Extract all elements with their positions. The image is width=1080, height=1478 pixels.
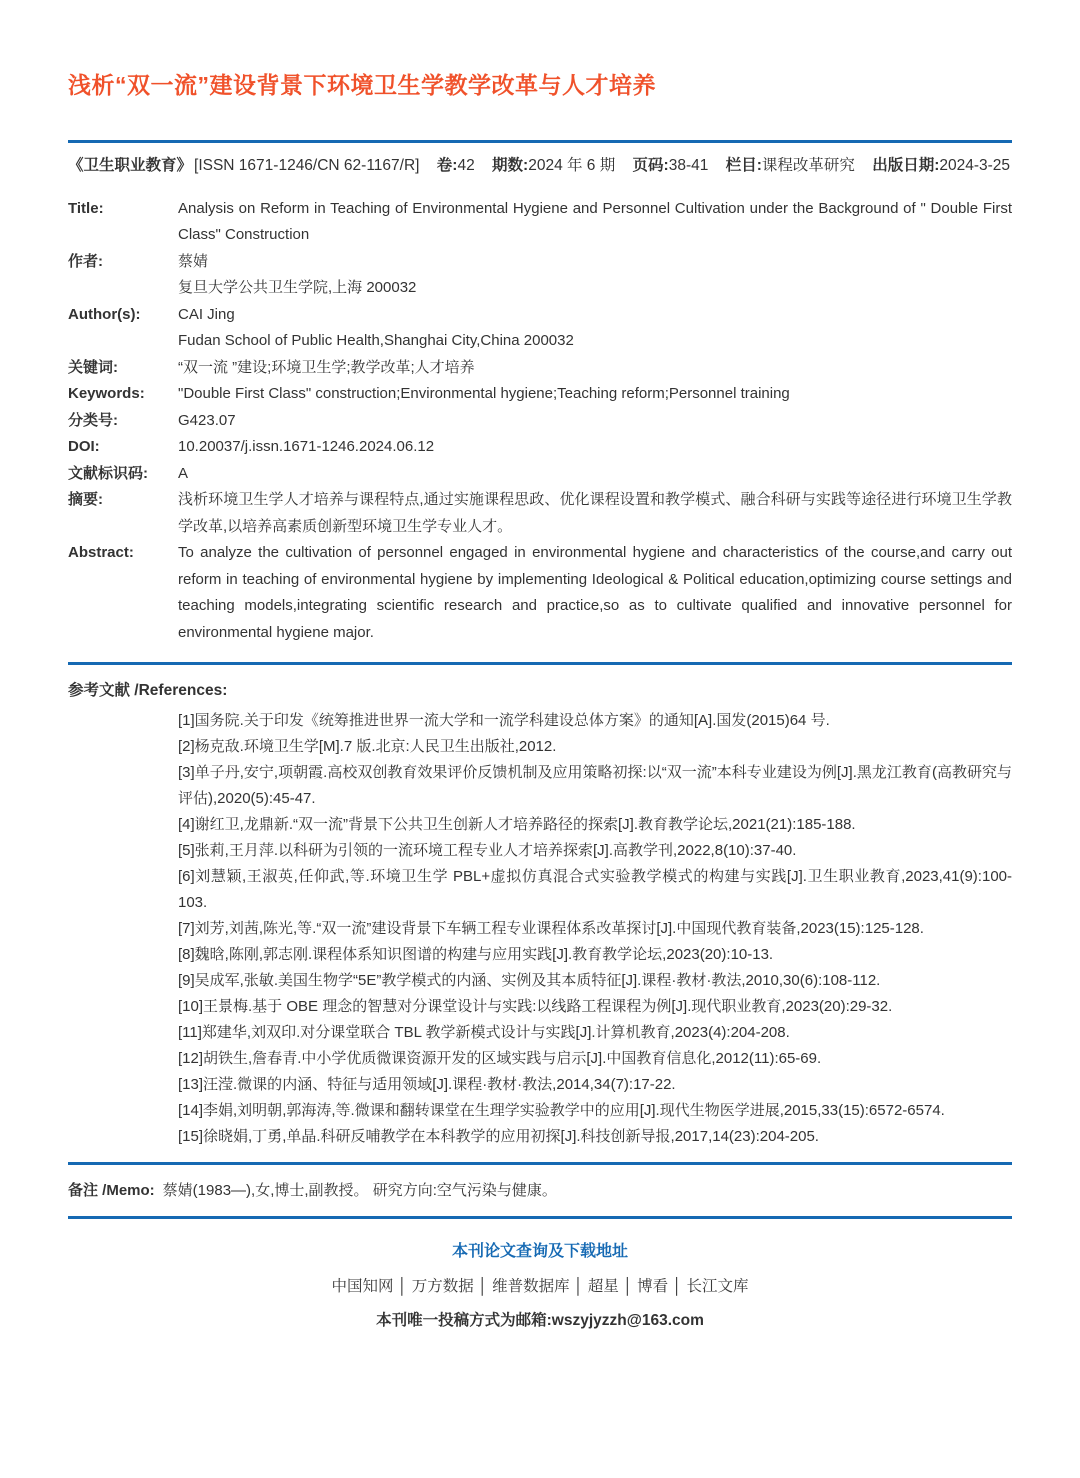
field-label: Author(s):	[68, 305, 141, 323]
references-heading: 参考文献 /References:	[68, 682, 228, 700]
field-label: 分类号:	[68, 411, 118, 429]
field-value: 蔡婧	[178, 252, 209, 270]
meta-row-affiliation-en	[68, 328, 1012, 355]
memo-text: 蔡婧(1983—),女,博士,副教授。 研究方向:空气污染与健康。	[162, 1182, 557, 1200]
field-label: Title:	[68, 199, 104, 217]
memo-label: 备注 /Memo:	[68, 1182, 155, 1200]
journal-field-column: 栏目:课程改革研究	[725, 156, 855, 174]
field-label: 关键词:	[68, 358, 118, 376]
reference-item: [8]魏晗,陈刚,郭志刚.课程体系知识图谱的构建与应用实践[J].教育教学论坛,2023(20):10-13.	[178, 946, 774, 964]
reference-item: [12]胡铁生,詹春青.中小学优质微课资源开发的区域实践与启示[J].中国教育信息化,2012(11):65-69.	[178, 1050, 822, 1068]
journal-field-issue: 期数:2024 年 6 期	[492, 156, 616, 174]
journal-issn: [ISSN 1671-1246/CN 62-1167/R]	[194, 156, 420, 174]
reference-item: [5]张莉,王月萍.以科研为引领的一流环境工程专业人才培养探索[J].高教学刊,2022,8(10):37-40.	[178, 842, 797, 860]
divider	[68, 662, 1012, 665]
field-label: 作者:	[68, 252, 103, 270]
divider	[68, 140, 1012, 143]
journal-field-volume: 卷:42	[436, 156, 475, 174]
field-label: 文献标识码:	[68, 464, 148, 482]
field-value: CAI Jing	[178, 305, 235, 323]
meta-row-author-cn	[68, 249, 1012, 276]
meta-row-keywords-en	[68, 381, 1012, 408]
page-title: 浅析“双一流”建设背景下环境卫生学教学改革与人才培养	[68, 72, 656, 98]
references-list	[178, 708, 1012, 1150]
meta-row-keywords-cn	[68, 355, 1012, 382]
meta-row-abstract-en	[68, 540, 1012, 646]
field-value: To analyze the cultivation of personnel engaged in environmental hygiene and characteristics of the course,and carry out reform in teaching of environmental hygiene by implementing Ideological & Political education,optimizing course settings and teaching models,integrating scientific research and practice,so as to cultivate qualified and innovative personnel for environmental hygiene major.	[178, 544, 1012, 641]
reference-item: [15]徐晓娟,丁勇,单晶.科研反哺教学在本科教学的应用初探[J].科技创新导报,2017,14(23):204-205.	[178, 1128, 819, 1146]
meta-row-title	[68, 196, 1012, 249]
field-label: 摘要:	[68, 491, 103, 509]
reference-item: [1]国务院.关于印发《统筹推进世界一流大学和一流学科建设总体方案》的通知[A].国发(2015)64 号.	[178, 712, 830, 730]
reference-item: [14]李娟,刘明朝,郭海涛,等.微课和翻转课堂在生理学实验教学中的应用[J].现代生物医学进展,2015,33(15):6572-6574.	[178, 1102, 945, 1120]
field-label	[68, 328, 178, 355]
journal-field-pages: 页码:38-41	[632, 156, 709, 174]
field-label: Abstract:	[68, 544, 134, 562]
meta-row-document-code	[68, 461, 1012, 488]
divider	[68, 1162, 1012, 1165]
meta-row-classification	[68, 408, 1012, 435]
field-value: 浅析环境卫生学人才培养与课程特点,通过实施课程思政、优化课程设置和教学模式、融合科研与实践等途径进行环境卫生学教学改革,以培养高素质创新型环境卫生学专业人才。	[178, 491, 1012, 535]
field-value: "Double First Class" construction;Environmental hygiene;Teaching reform;Personnel training	[178, 385, 790, 403]
field-value: Analysis on Reform in Teaching of Environmental Hygiene and Personnel Cultivation under the Background of " Double First Class" Construction	[178, 199, 1012, 244]
footer-databases: 中国知网 │ 万方数据 │ 维普数据库 │ 超星 │ 博看 │ 长江文库	[331, 1278, 749, 1296]
journal-name: 《卫生职业教育》	[68, 156, 193, 174]
field-value: 复旦大学公共卫生学院,上海 200032	[178, 279, 417, 297]
footer-heading: 本刊论文查询及下载地址	[451, 1243, 628, 1261]
article-metadata-page	[0, 72, 1080, 1330]
footer-email: 本刊唯一投稿方式为邮箱:wszyjyzzh@163.com	[376, 1312, 704, 1330]
field-value: A	[178, 464, 189, 482]
reference-item: [13]汪滢.微课的内涵、特征与适用领域[J].课程·教材·教法,2014,34(7):17-22.	[178, 1076, 676, 1094]
journal-field-pubdate: 出版日期:2024-3-25	[872, 156, 1011, 174]
reference-item: [6]刘慧颖,王淑英,任仰武,等.环境卫生学 PBL+虚拟仿真混合式实验教学模式的构建与实践[J].卫生职业教育,2023,41(9):100-103.	[178, 868, 1012, 912]
memo-row	[68, 1179, 1012, 1203]
reference-item: [4]谢红卫,龙鼎新.“双一流”背景下公共卫生创新人才培养路径的探索[J].教育教学论坛,2021(21):185-188.	[178, 816, 856, 834]
reference-item: [11]郑建华,刘双印.对分课堂联合 TBL 教学新模式设计与实践[J].计算机教育,2023(4):204-208.	[178, 1024, 790, 1042]
reference-item: [9]吴成军,张敏.美国生物学“5E”教学模式的内涵、实例及其本质特征[J].课程·教材·教法,2010,30(6):108-112.	[178, 972, 881, 990]
field-value: G423.07	[178, 411, 236, 429]
field-value: “双一流 ”建设;环境卫生学;教学改革;人才培养	[178, 358, 475, 376]
footer	[68, 1238, 1012, 1330]
meta-row-affiliation-cn	[68, 275, 1012, 302]
field-label	[68, 275, 178, 302]
divider	[68, 1216, 1012, 1219]
field-label: Keywords:	[68, 385, 145, 403]
reference-item: [2]杨克敌.环境卫生学[M].7 版.北京:人民卫生出版社,2012.	[178, 738, 557, 756]
field-value: Fudan School of Public Health,Shanghai City,China 200032	[178, 332, 574, 350]
journal-info-line	[68, 156, 1012, 176]
reference-item: [10]王景梅.基于 OBE 理念的智慧对分课堂设计与实践:以线路工程课程为例[J].现代职业教育,2023(20):29-32.	[178, 998, 893, 1016]
meta-row-doi	[68, 434, 1012, 461]
field-value: 10.20037/j.issn.1671-1246.2024.06.12	[178, 438, 435, 456]
meta-row-author-en	[68, 302, 1012, 329]
reference-item: [3]单子丹,安宁,项朝霞.高校双创教育效果评价反馈机制及应用策略初探:以“双一流”本科专业建设为例[J].黑龙江教育(高教研究与评估),2020(5):45-47.	[178, 764, 1012, 808]
meta-row-abstract-cn	[68, 487, 1012, 540]
metadata-table	[68, 196, 1012, 647]
reference-item: [7]刘芳,刘茜,陈光,等.“双一流”建设背景下车辆工程专业课程体系改革探讨[J].中国现代教育装备,2023(15):125-128.	[178, 920, 924, 938]
field-label: DOI:	[68, 438, 100, 456]
